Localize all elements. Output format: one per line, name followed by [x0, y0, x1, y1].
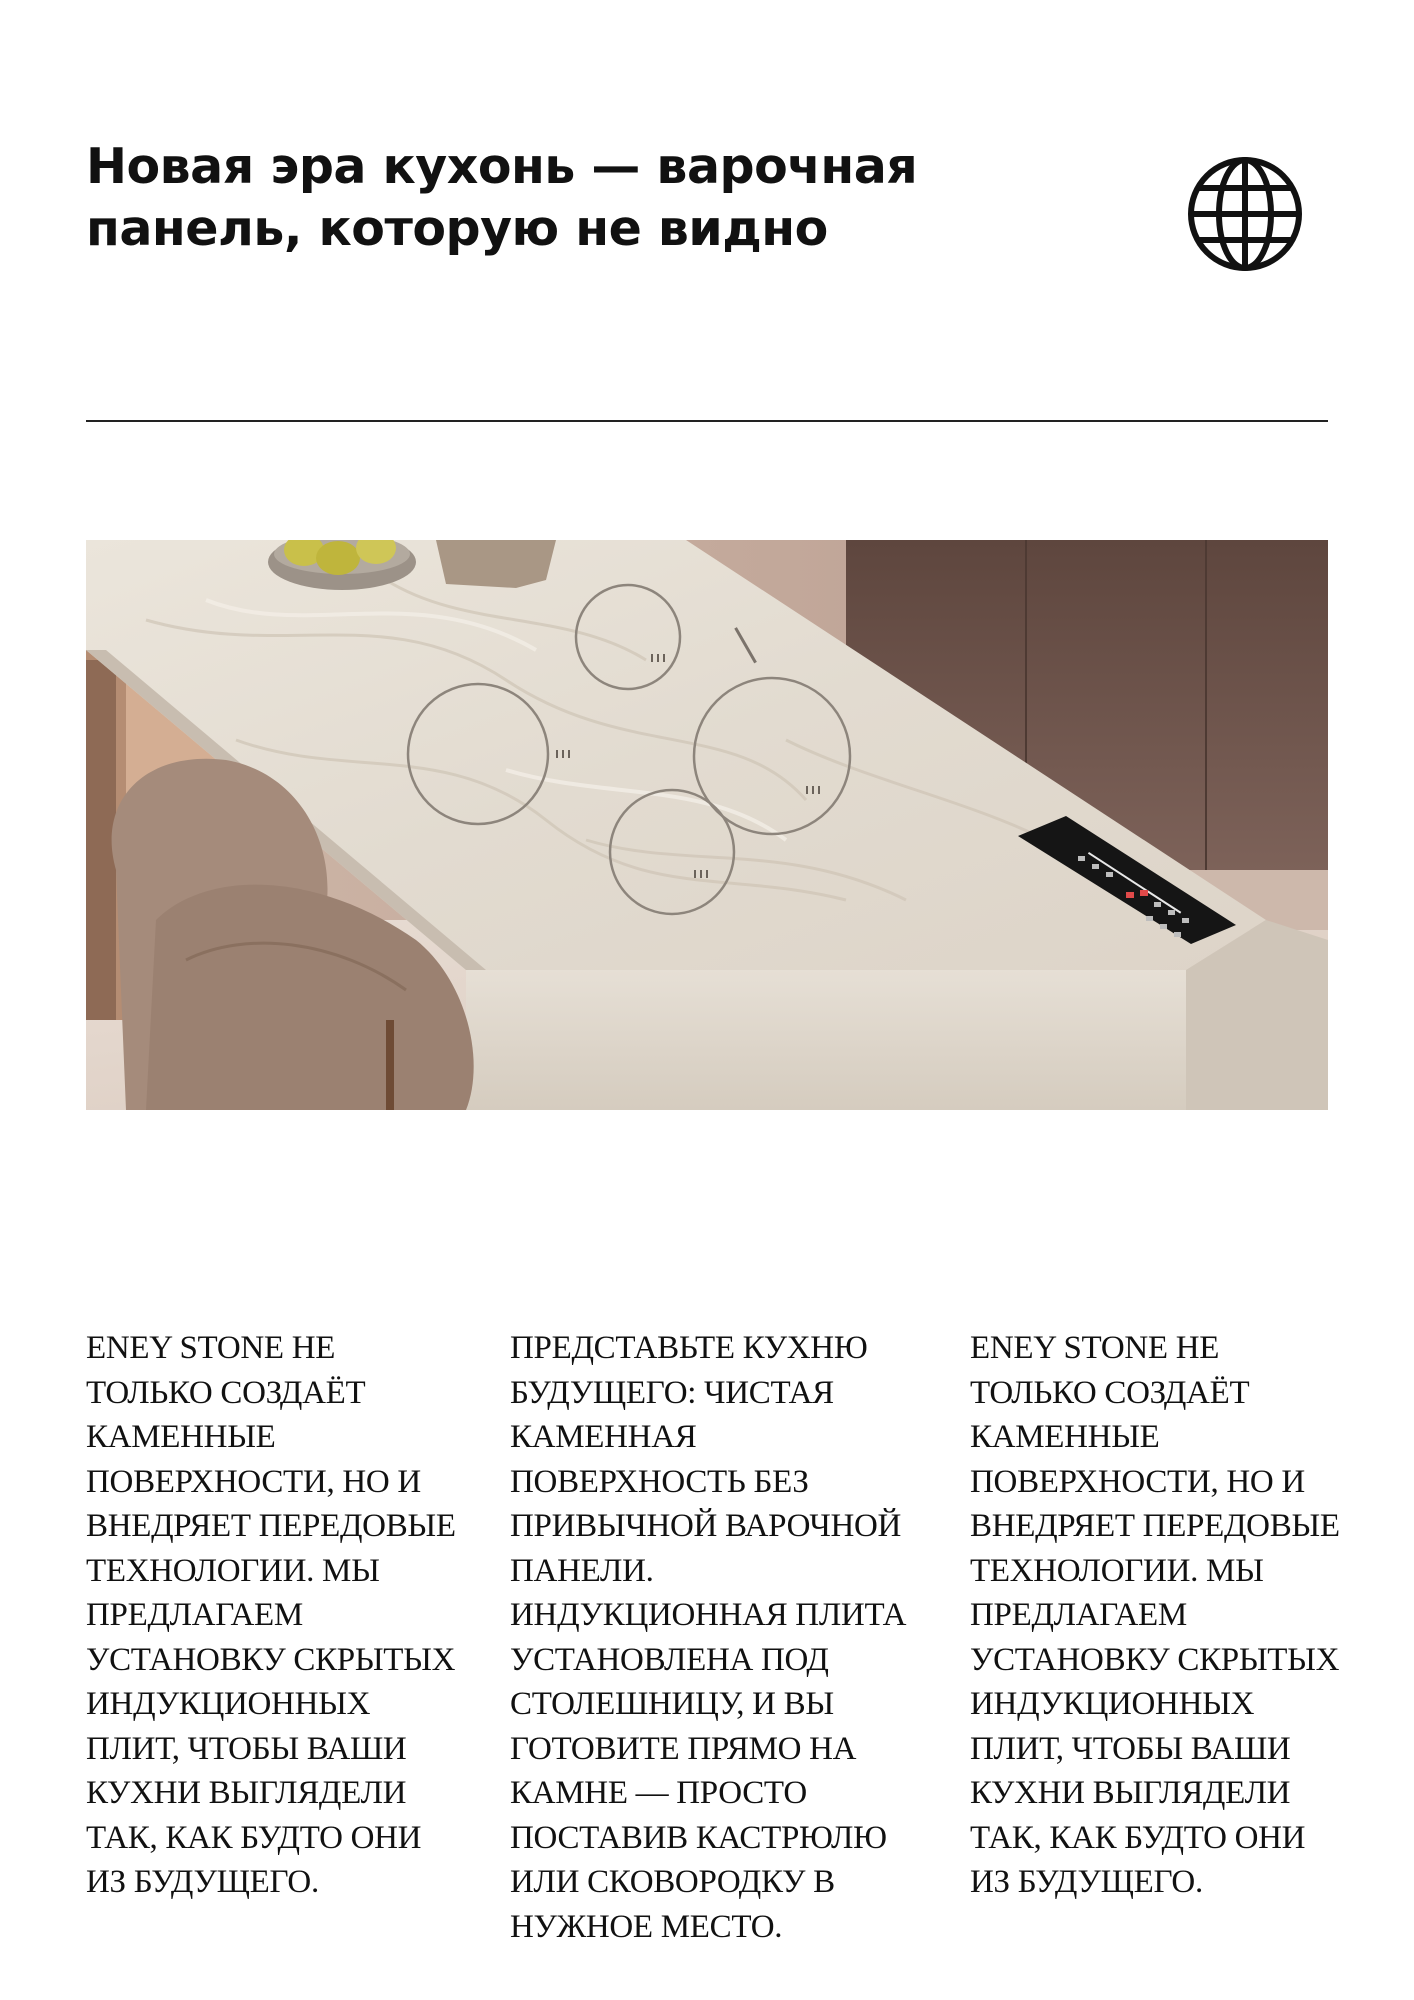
text-line: ПАНЕЛИ.	[510, 1552, 654, 1589]
text-line: ВНЕДРЯЕТ ПЕРЕДОВЫЕ	[86, 1508, 456, 1544]
text-line: ИНДУКЦИОННЫХ	[86, 1686, 371, 1722]
text-line: ТЕХНОЛОГИИ. МЫ	[86, 1552, 380, 1589]
text-line: КУХНИ ВЫГЛЯДЕЛИ	[970, 1775, 1291, 1811]
text-line: ПОВЕРХНОСТИ, НО И	[86, 1463, 421, 1500]
globe-icon	[1187, 156, 1303, 272]
text-line: НУЖНОЕ МЕСТО.	[510, 1908, 783, 1945]
text-line: ИЗ БУДУЩЕГО.	[970, 1864, 1203, 1900]
text-line: ПРИВЫЧНОЙ ВАРОЧНОЙ	[510, 1508, 902, 1544]
text-line: ИЛИ СКОВОРОДКУ В	[510, 1864, 835, 1900]
title-line-1: Новая эра кухонь — варочная	[86, 138, 918, 195]
text-line: ПРЕДСТАВЬТЕ КУХНЮ	[510, 1330, 868, 1366]
text-line: УСТАНОВКУ СКРЫТЫХ	[970, 1641, 1340, 1678]
text-line: ИНДУКЦИОННАЯ ПЛИТА	[510, 1597, 907, 1633]
text-line: ВНЕДРЯЕТ ПЕРЕДОВЫЕ	[970, 1508, 1340, 1544]
text-column-1	[86, 1326, 466, 1905]
text-line: ПРЕДЛАГАЕМ	[86, 1597, 303, 1633]
text-line: КАМЕННЫЕ	[970, 1419, 1160, 1455]
text-line: ПОВЕРХНОСТЬ БЕЗ	[510, 1463, 809, 1500]
kitchen-photo	[86, 540, 1328, 1110]
text-line: ПЛИТ, ЧТОБЫ ВАШИ	[970, 1730, 1291, 1767]
text-line: КАМНЕ — ПРОСТО	[510, 1775, 807, 1811]
text-column-2	[510, 1326, 930, 1949]
text-column-3	[970, 1326, 1350, 1905]
text-line: ИЗ БУДУЩЕГО.	[86, 1864, 319, 1900]
text-line: УСТАНОВКУ СКРЫТЫХ	[86, 1641, 456, 1678]
text-line: УСТАНОВЛЕНА ПОД	[510, 1641, 829, 1678]
text-line: ПОСТАВИВ КАСТРЮЛЮ	[510, 1819, 887, 1856]
text-line: БУДУЩЕГО: ЧИСТАЯ	[510, 1374, 834, 1411]
text-line: ТЕХНОЛОГИИ. МЫ	[970, 1552, 1264, 1589]
text-line: ТОЛЬКО СОЗДАЁТ	[970, 1374, 1250, 1411]
text-line: ТОЛЬКО СОЗДАЁТ	[86, 1374, 366, 1411]
text-line: ПРЕДЛАГАЕМ	[970, 1597, 1187, 1633]
page-title	[86, 136, 986, 260]
text-line: КУХНИ ВЫГЛЯДЕЛИ	[86, 1775, 407, 1811]
text-line: ПЛИТ, ЧТОБЫ ВАШИ	[86, 1730, 407, 1767]
text-line: ПОВЕРХНОСТИ, НО И	[970, 1463, 1305, 1500]
divider	[86, 420, 1328, 422]
text-line: СТОЛЕШНИЦУ, И ВЫ	[510, 1686, 834, 1722]
text-line: ТАК, КАК БУДТО ОНИ	[970, 1819, 1306, 1856]
text-line: ГОТОВИТЕ ПРЯМО НА	[510, 1730, 857, 1767]
text-line: ТАК, КАК БУДТО ОНИ	[86, 1819, 422, 1856]
text-line: ENEY STONE НЕ	[86, 1330, 336, 1366]
text-line: ИНДУКЦИОННЫХ	[970, 1686, 1255, 1722]
text-line: КАМЕННЫЕ	[86, 1419, 276, 1455]
text-line: КАМЕННАЯ	[510, 1419, 697, 1455]
title-line-2: панель, которую не видно	[86, 200, 828, 257]
text-line: ENEY STONE НЕ	[970, 1330, 1220, 1366]
